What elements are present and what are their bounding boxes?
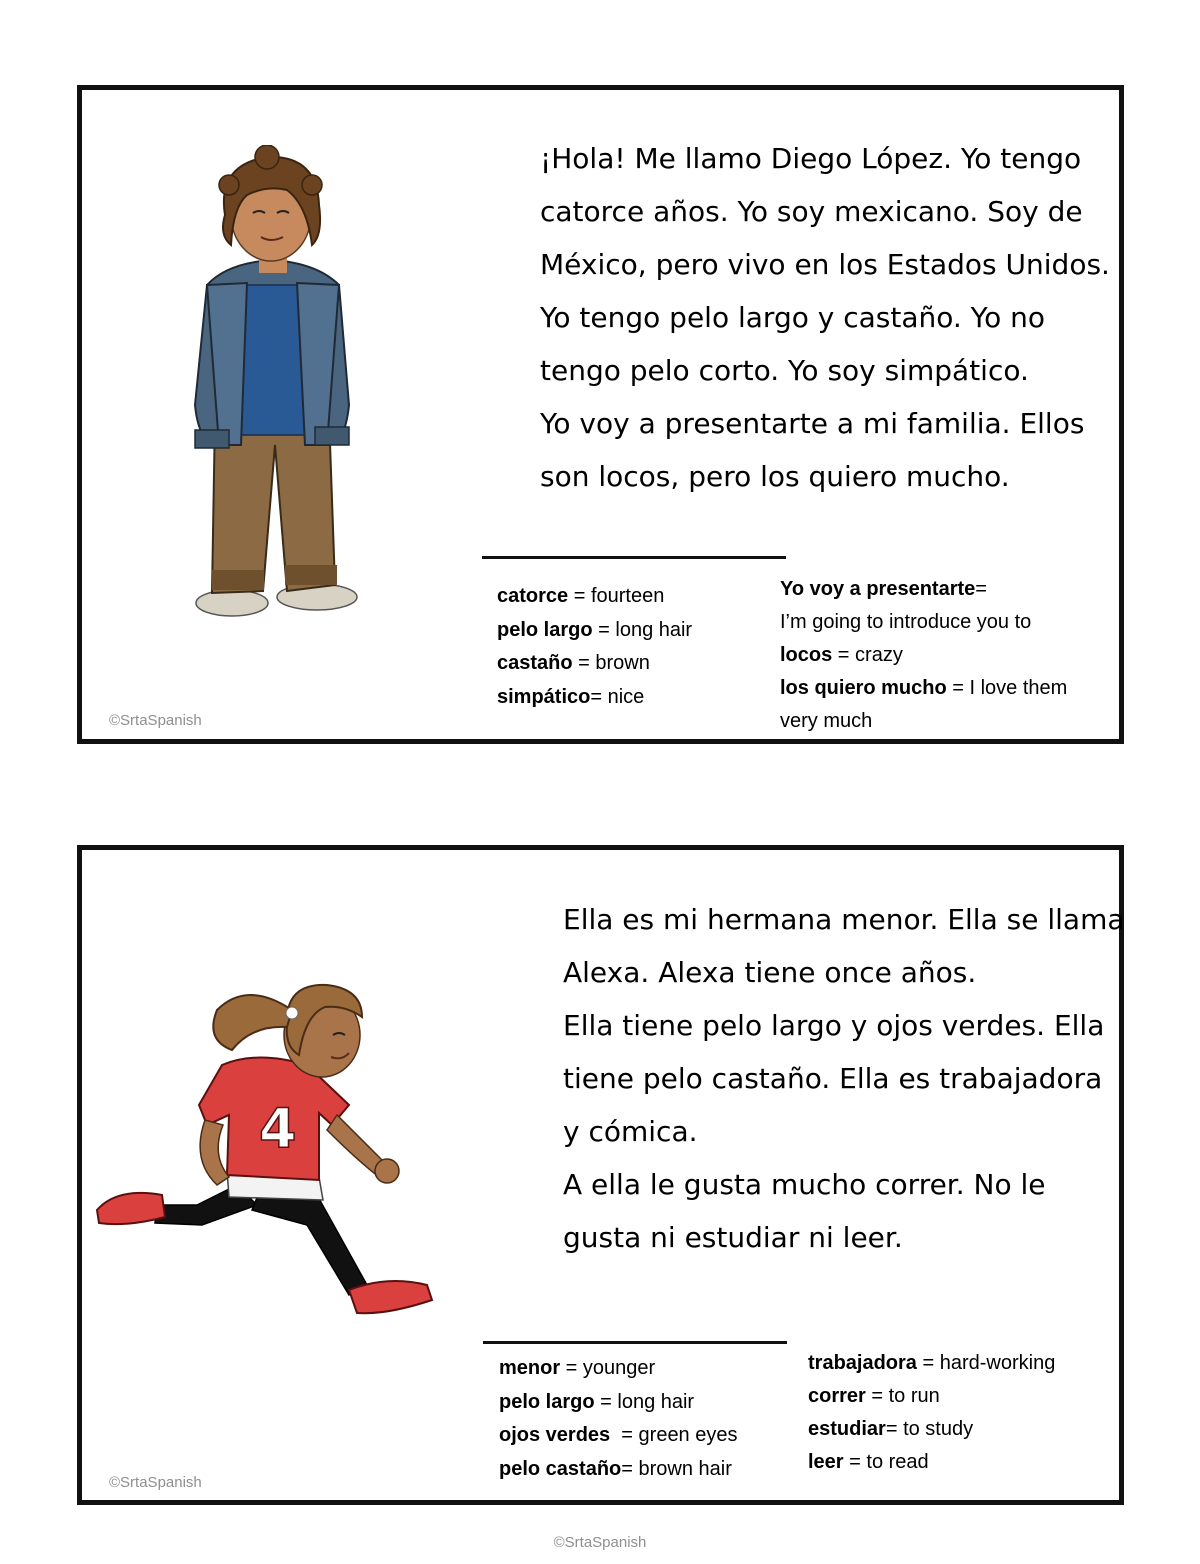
story-text [472, 132, 1122, 503]
vocabulary-list [808, 1347, 1055, 1479]
vocabulary-list [499, 1352, 738, 1486]
vocab-item: pelo largo = long hair [499, 1390, 695, 1413]
reading-card-alexa [77, 845, 1124, 1505]
vocab-item: pelo largo = long hair [497, 618, 693, 641]
vocab-item: pelo castaño= brown hair [499, 1457, 732, 1480]
vocab-item: very much [780, 710, 873, 732]
vocab-item: Yo voy a presentarte= [780, 578, 987, 600]
running-girl-illustration [87, 955, 447, 1335]
story-paragraph: ¡Hola! Me llamo Diego López. Yo tengo catorce años. Yo soy mexicano. Soy de México, pero vivo en los Estados Unidos. [540, 142, 1110, 281]
vocab-item: I’m going to introduce you to [780, 611, 1032, 633]
vocabulary-list [497, 580, 692, 714]
copyright-notice: ©SrtaSpanish [109, 712, 202, 729]
boy-in-blue-jacket-illustration [167, 145, 377, 625]
svg-text:4: 4 [259, 1097, 297, 1160]
vocab-item: locos = crazy [780, 644, 903, 666]
vocab-item: correr = to run [808, 1385, 940, 1407]
vocab-item: estudiar= to study [808, 1418, 974, 1440]
story-paragraph: Yo tengo pelo largo y castaño. Yo no tengo pelo corto. Yo soy simpático. [540, 301, 1045, 387]
story-text [495, 893, 1125, 1264]
vocab-item: menor = younger [499, 1357, 656, 1379]
vocab-item: leer = to read [808, 1451, 929, 1473]
vocab-item: catorce = fourteen [497, 585, 665, 607]
vocab-item: los quiero mucho = I love them [780, 677, 1068, 699]
story-paragraph: A ella le gusta mucho correr. No le gusta ni estudiar ni leer. [563, 1168, 1046, 1254]
reading-card-diego [77, 85, 1124, 744]
vocab-item: trabajadora = hard-working [808, 1352, 1056, 1374]
vocab-divider [483, 1341, 787, 1344]
vocab-item: castaño = brown [497, 652, 650, 674]
copyright-notice: ©SrtaSpanish [109, 1474, 202, 1491]
vocab-item: ojos verdes = green eyes [499, 1424, 738, 1446]
page-copyright: ©SrtaSpanish [553, 1534, 647, 1551]
story-paragraph: Ella tiene pelo largo y ojos verdes. Ella tiene pelo castaño. Ella es trabajadora y cómica. [563, 1009, 1105, 1148]
vocab-item: simpático= nice [497, 685, 645, 708]
vocabulary-list [780, 573, 1067, 738]
story-paragraph: Ella es mi hermana menor. Ella se llama Alexa. Alexa tiene once años. [563, 903, 1125, 989]
vocab-divider [482, 556, 786, 559]
story-paragraph: Yo voy a presentarte a mi familia. Ellos son locos, pero los quiero mucho. [540, 407, 1085, 493]
